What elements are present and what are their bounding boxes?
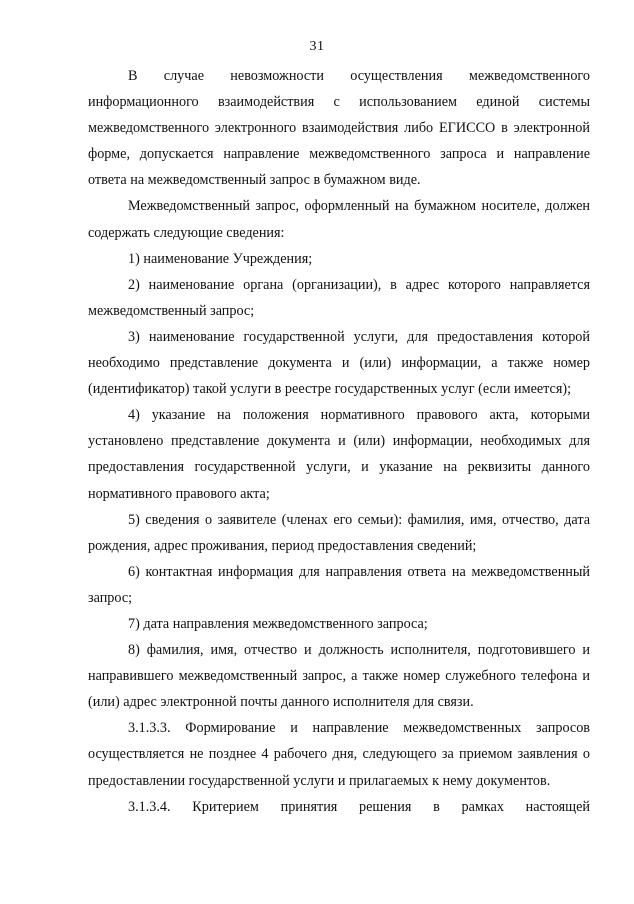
list-item-5: 5) сведения о заявителе (членах его семьи): фамилия, имя, отчество, дата рождения, адрес проживания, период предоставления сведений; (88, 511, 590, 554)
list-item-6: 6) контактная информация для направления ответа на межведомственный запрос; (88, 563, 590, 606)
list-item-8: 8) фамилия, имя, отчество и должность исполнителя, подготовившего и направившего межведомственный запрос, а также номер служебного телефона и (или) адрес электронной почты данного исполнителя для связи. (88, 642, 590, 711)
list-item-7: 7) дата направления межведомственного запроса; (128, 615, 428, 632)
list-item-1: 1) наименование Учреждения; (128, 250, 313, 267)
paragraph-3-1-3-3: 3.1.3.3. Формирование и направление межведомственных запросов осуществляется не позднее 4 рабочего дня, следующего за приемом заявления о предоставлении государственной услуги и прилагаемых к нему документов. (88, 720, 590, 789)
page-number: 31 (309, 39, 325, 54)
list-item-2: 2) наименование органа (организации), в адрес которого направляется межведомственный запрос; (88, 276, 590, 319)
paragraph-paper-request-allowed: В случае невозможности осуществления межведомственного информационного взаимодействия с использованием единой системы межведомственного электронного взаимодействия либо ЕГИССО в электронной форме, допускается направление межведомственного запроса и направление ответа на межведомственный запрос в бумажном виде. (88, 68, 590, 189)
list-item-3: 3) наименование государственной услуги, для предоставления которой необходимо представление документа и (или) информации, а также номер (идентификатор) такой услуги в реестре государственных услуг (если имеется); (88, 328, 590, 398)
list-item-4: 4) указание на положения нормативного правового акта, которыми установлено представление документа и (или) информации, необходимых для предоставления государственной услуги, и указание на реквизиты данного нормативного правового акта; (88, 407, 590, 502)
paragraph-request-contents-intro: Межведомственный запрос, оформленный на бумажном носителе, должен содержать следующие сведения: (88, 198, 590, 241)
paragraph-3-1-3-4-line: 3.1.3.4. Критерием принятия решения в рамках настоящей (128, 798, 590, 815)
paragraph-3-1-3-4-start (88, 794, 590, 820)
document-body (88, 63, 590, 820)
